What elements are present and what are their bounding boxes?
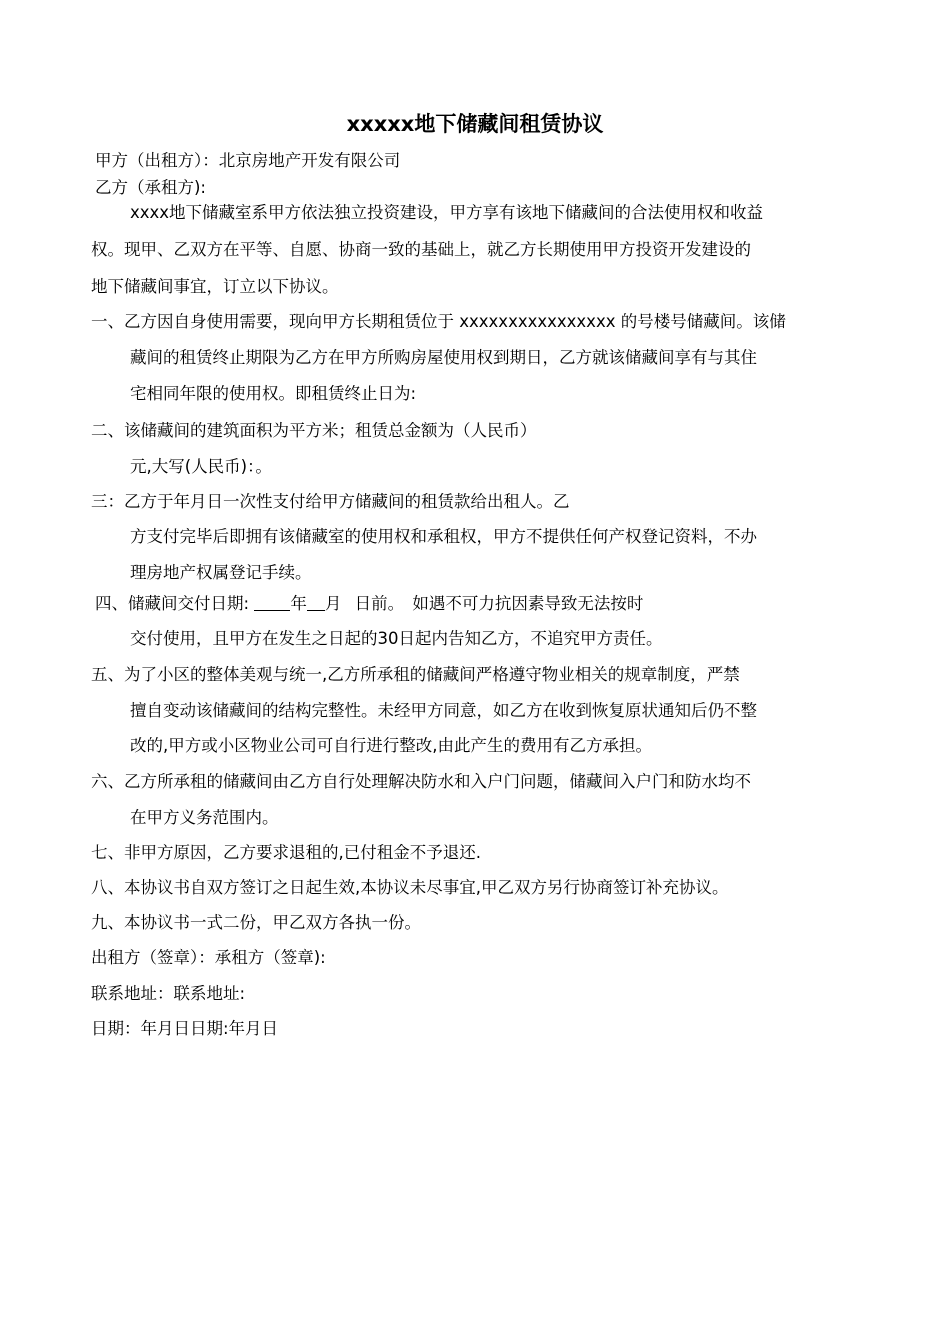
clause-4-suffix: 日前。 如遇不可力抗因素导致无法按时 <box>354 594 644 613</box>
clause-3-line-3: 理房地产权属登记手续。 <box>130 563 312 582</box>
party-a-line: 甲方（出租方）：北京房地产开发有限公司 <box>95 151 401 170</box>
clause-5-line-3: 改的,甲方或小区物业公司可自行进行整改,由此产生的费用有乙方承担。 <box>130 736 652 755</box>
document-title: xxxxx地下储藏间租赁协议 <box>346 112 604 136</box>
address-line: 联系地址：联系地址: <box>91 984 246 1003</box>
intro-line-3: 地下储藏间事宜，订立以下协议。 <box>91 277 339 296</box>
clause-4-year: 年 <box>290 594 307 613</box>
month-blank <box>307 594 325 611</box>
clause-8-line: 八、本协议书自双方签订之日起生效,本协议未尽事宜,甲乙双方另行协商签订补充协议。 <box>91 878 729 897</box>
signature-line: 出租方（签章）：承租方（签章): <box>91 948 326 967</box>
clause-3-line-2: 方支付完毕后即拥有该储藏室的使用权和承租权，甲方不提供任何产权登记资料，不办 <box>130 527 757 546</box>
clause-4-line-2: 交付使用，且甲方在发生之日起的30日起内告知乙方，不追究甲方责任。 <box>130 629 663 648</box>
clause-2-line-2: 元,大写(人民币)：。 <box>130 457 272 476</box>
clause-9-line: 九、本协议书一式二份，甲乙双方各执一份。 <box>91 913 421 932</box>
clause-6-line-2: 在甲方义务范围内。 <box>130 808 279 827</box>
clause-4-line-1 <box>95 593 643 615</box>
clause-6-line-1: 六、乙方所承租的储藏间由乙方自行处理解决防水和入户门问题，储藏间入户门和防水均不 <box>91 772 751 791</box>
clause-1-line-3: 宅相同年限的使用权。即租赁终止日为: <box>130 384 417 403</box>
clause-7-line: 七、非甲方原因，乙方要求退租的,已付租金不予退还. <box>91 843 481 862</box>
intro-line-1: xxxx地下储藏室系甲方依法独立投资建设，甲方享有该地下储藏间的合法使用权和收益 <box>130 203 764 222</box>
clause-1-line-1: 一、乙方因自身使用需要，现向甲方长期租赁位于 xxxxxxxxxxxxxxxx 的号楼号储藏间。该储 <box>91 312 786 331</box>
intro-line-2: 权。现甲、乙双方在平等、自愿、协商一致的基础上，就乙方长期使用甲方投资开发建设的 <box>91 240 751 259</box>
party-b-line: 乙方（承租方): <box>95 178 206 197</box>
year-blank <box>254 594 290 611</box>
clause-5-line-1: 五、为了小区的整体美观与统一,乙方所承租的储藏间严格遵守物业相关的规章制度，严禁 <box>91 665 740 684</box>
date-line: 日期：年月日日期:年月日 <box>91 1019 279 1038</box>
clause-3-line-1: 三：乙方于年月日一次性支付给甲方储藏间的租赁款给出租人。乙 <box>91 492 570 511</box>
clause-5-line-2: 擅自变动该储藏间的结构完整性。未经甲方同意，如乙方在收到恢复原状通知后仍不整 <box>130 701 757 720</box>
clause-4-month: 月 <box>324 594 342 613</box>
clause-4-prefix: 四、储藏间交付日期: <box>95 594 250 613</box>
clause-2-line-1: 二、该储藏间的建筑面积为平方米；租赁总金额为（人民币） <box>91 421 537 440</box>
clause-1-line-2: 藏间的租赁终止期限为乙方在甲方所购房屋使用权到期日，乙方就该储藏间享有与其住 <box>130 348 757 367</box>
